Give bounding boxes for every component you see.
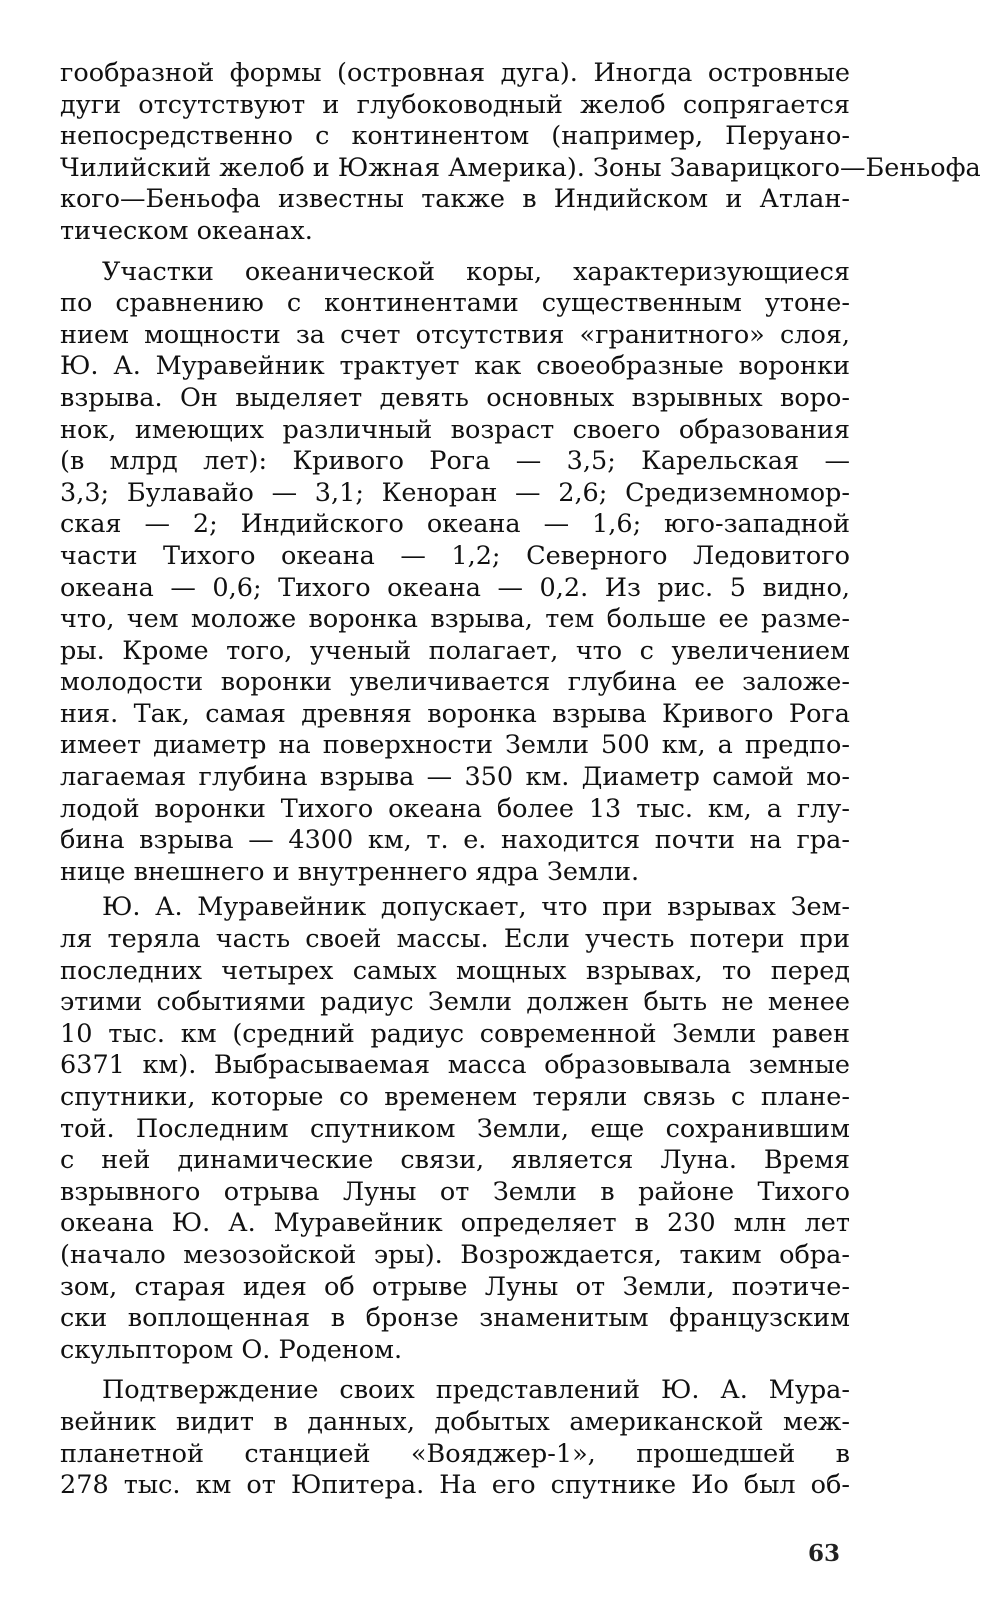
text-line: взрыва. Он выделяет девять основных взрывных воро- [60,382,850,413]
text-line: ски воплощенная в бронзе знаменитым французским [60,1303,850,1334]
text-line: зом, старая идея об отрыве Луны от Земли, поэтиче- [60,1271,850,1302]
text-line: бина взрыва — 4300 км, т. е. находится почти на гра- [60,825,850,856]
text-line: с ней динамические связи, является Луна. Время [60,1145,850,1176]
text-line: имеет диаметр на поверхности Земли 500 км, а предпо- [60,730,850,761]
text-line: спутники, которые со временем теряли связь с плане- [60,1082,850,1112]
text-line: океана — 0,6; Тихого океана — 0,2. Из рис. 5 видно, [60,572,850,603]
text-line: океана Ю. А. Муравейник определяет в 230 млн лет [60,1208,850,1239]
text-line: кого—Беньофа известны также в Индийском и Атлан- [60,184,850,215]
text-line: (начало мезозойской эры). Возрождается, таким обра- [60,1239,850,1270]
text-line: нице внешнего и внутреннего ядра Земли. [60,856,640,887]
text-line: 6371 км). Выбрасываемая масса образовывала земные [60,1050,850,1081]
paragraph [60,892,850,1366]
text-line: 3,3; Булавайо — 3,1; Кеноран — 2,6; Средиземномор- [60,477,850,508]
text-line: скульптором О. Роденом. [60,1334,403,1365]
text-line: тическом океанах. [60,215,313,246]
text-line: ния. Так, самая древняя воронка взрыва Кривого Рога [60,698,850,729]
text-line: непосредственно с континентом (например, Перуано- [60,121,850,152]
text-line: ры. Кроме того, ученый полагает, что с увеличением [60,635,850,666]
page-number: 63 [807,1540,840,1567]
text-line: Ю. А. Муравейник допускает, что при взрывах Зем- [102,892,850,923]
paragraph [60,1375,850,1501]
text-line: лагаемая глубина взрыва — 350 км. Диаметр самой мо- [60,762,850,793]
text-line: по сравнению с континентами существенным утоне- [60,288,850,319]
text-line: (в млрд лет): Кривого Рога — 3,5; Карельская — [60,446,850,477]
text-line: Участки океанической коры, характеризующиеся [102,256,850,287]
text-line: той. Последним спутником Земли, еще сохранившим [60,1113,850,1144]
text-line: части Тихого океана — 1,2; Северного Ледовитого [60,540,850,571]
text-line: последних четырех самых мощных взрывах, то перед [60,955,850,986]
text-line: дуги отсутствуют и глубоководный желоб сопрягается [60,89,850,120]
text-line: Чилийский желоб и Южная Америка). Зоны Заварицкого—Беньофа [60,152,981,183]
text-line: молодости воронки увеличивается глубина ее заложе- [60,667,850,698]
text-line: 278 тыс. км от Юпитера. На его спутнике Ио был об- [60,1470,850,1501]
paragraph [60,257,850,889]
text-line: 10 тыс. км (средний радиус современной Земли равен [60,1018,850,1049]
text-line: вейник видит в данных, добытых американской меж- [60,1406,850,1437]
text-line: этими событиями радиус Земли должен быть не менее [60,987,850,1018]
paragraph [60,58,981,248]
text-line: лодой воронки Тихого океана более 13 тыс. км, а глу- [60,793,850,824]
text-line: ля теряла часть своей массы. Если учесть потери при [60,924,850,955]
text-line: Ю. А. Муравейник трактует как своеобразные воронки [60,351,850,382]
text-line: нок, имеющих различный возраст своего образования [60,414,850,445]
text-line: планетной станцией «Вояджер-1», прошедшей в [60,1438,850,1469]
text-line: Подтверждение своих представлений Ю. А. Мура- [102,1375,850,1406]
text-line: гообразной формы (островная дуга). Иногда островные [60,58,850,88]
text-line: взрывного отрыва Луны от Земли в районе Тихого [60,1176,850,1207]
page-text [60,58,981,1502]
text-line: нием мощности за счет отсутствия «гранитного» слоя, [60,319,850,350]
text-line: что, чем моложе воронка взрыва, тем больше ее разме- [60,604,850,635]
text-line: ская — 2; Индийского океана — 1,6; юго-западной [60,509,850,540]
